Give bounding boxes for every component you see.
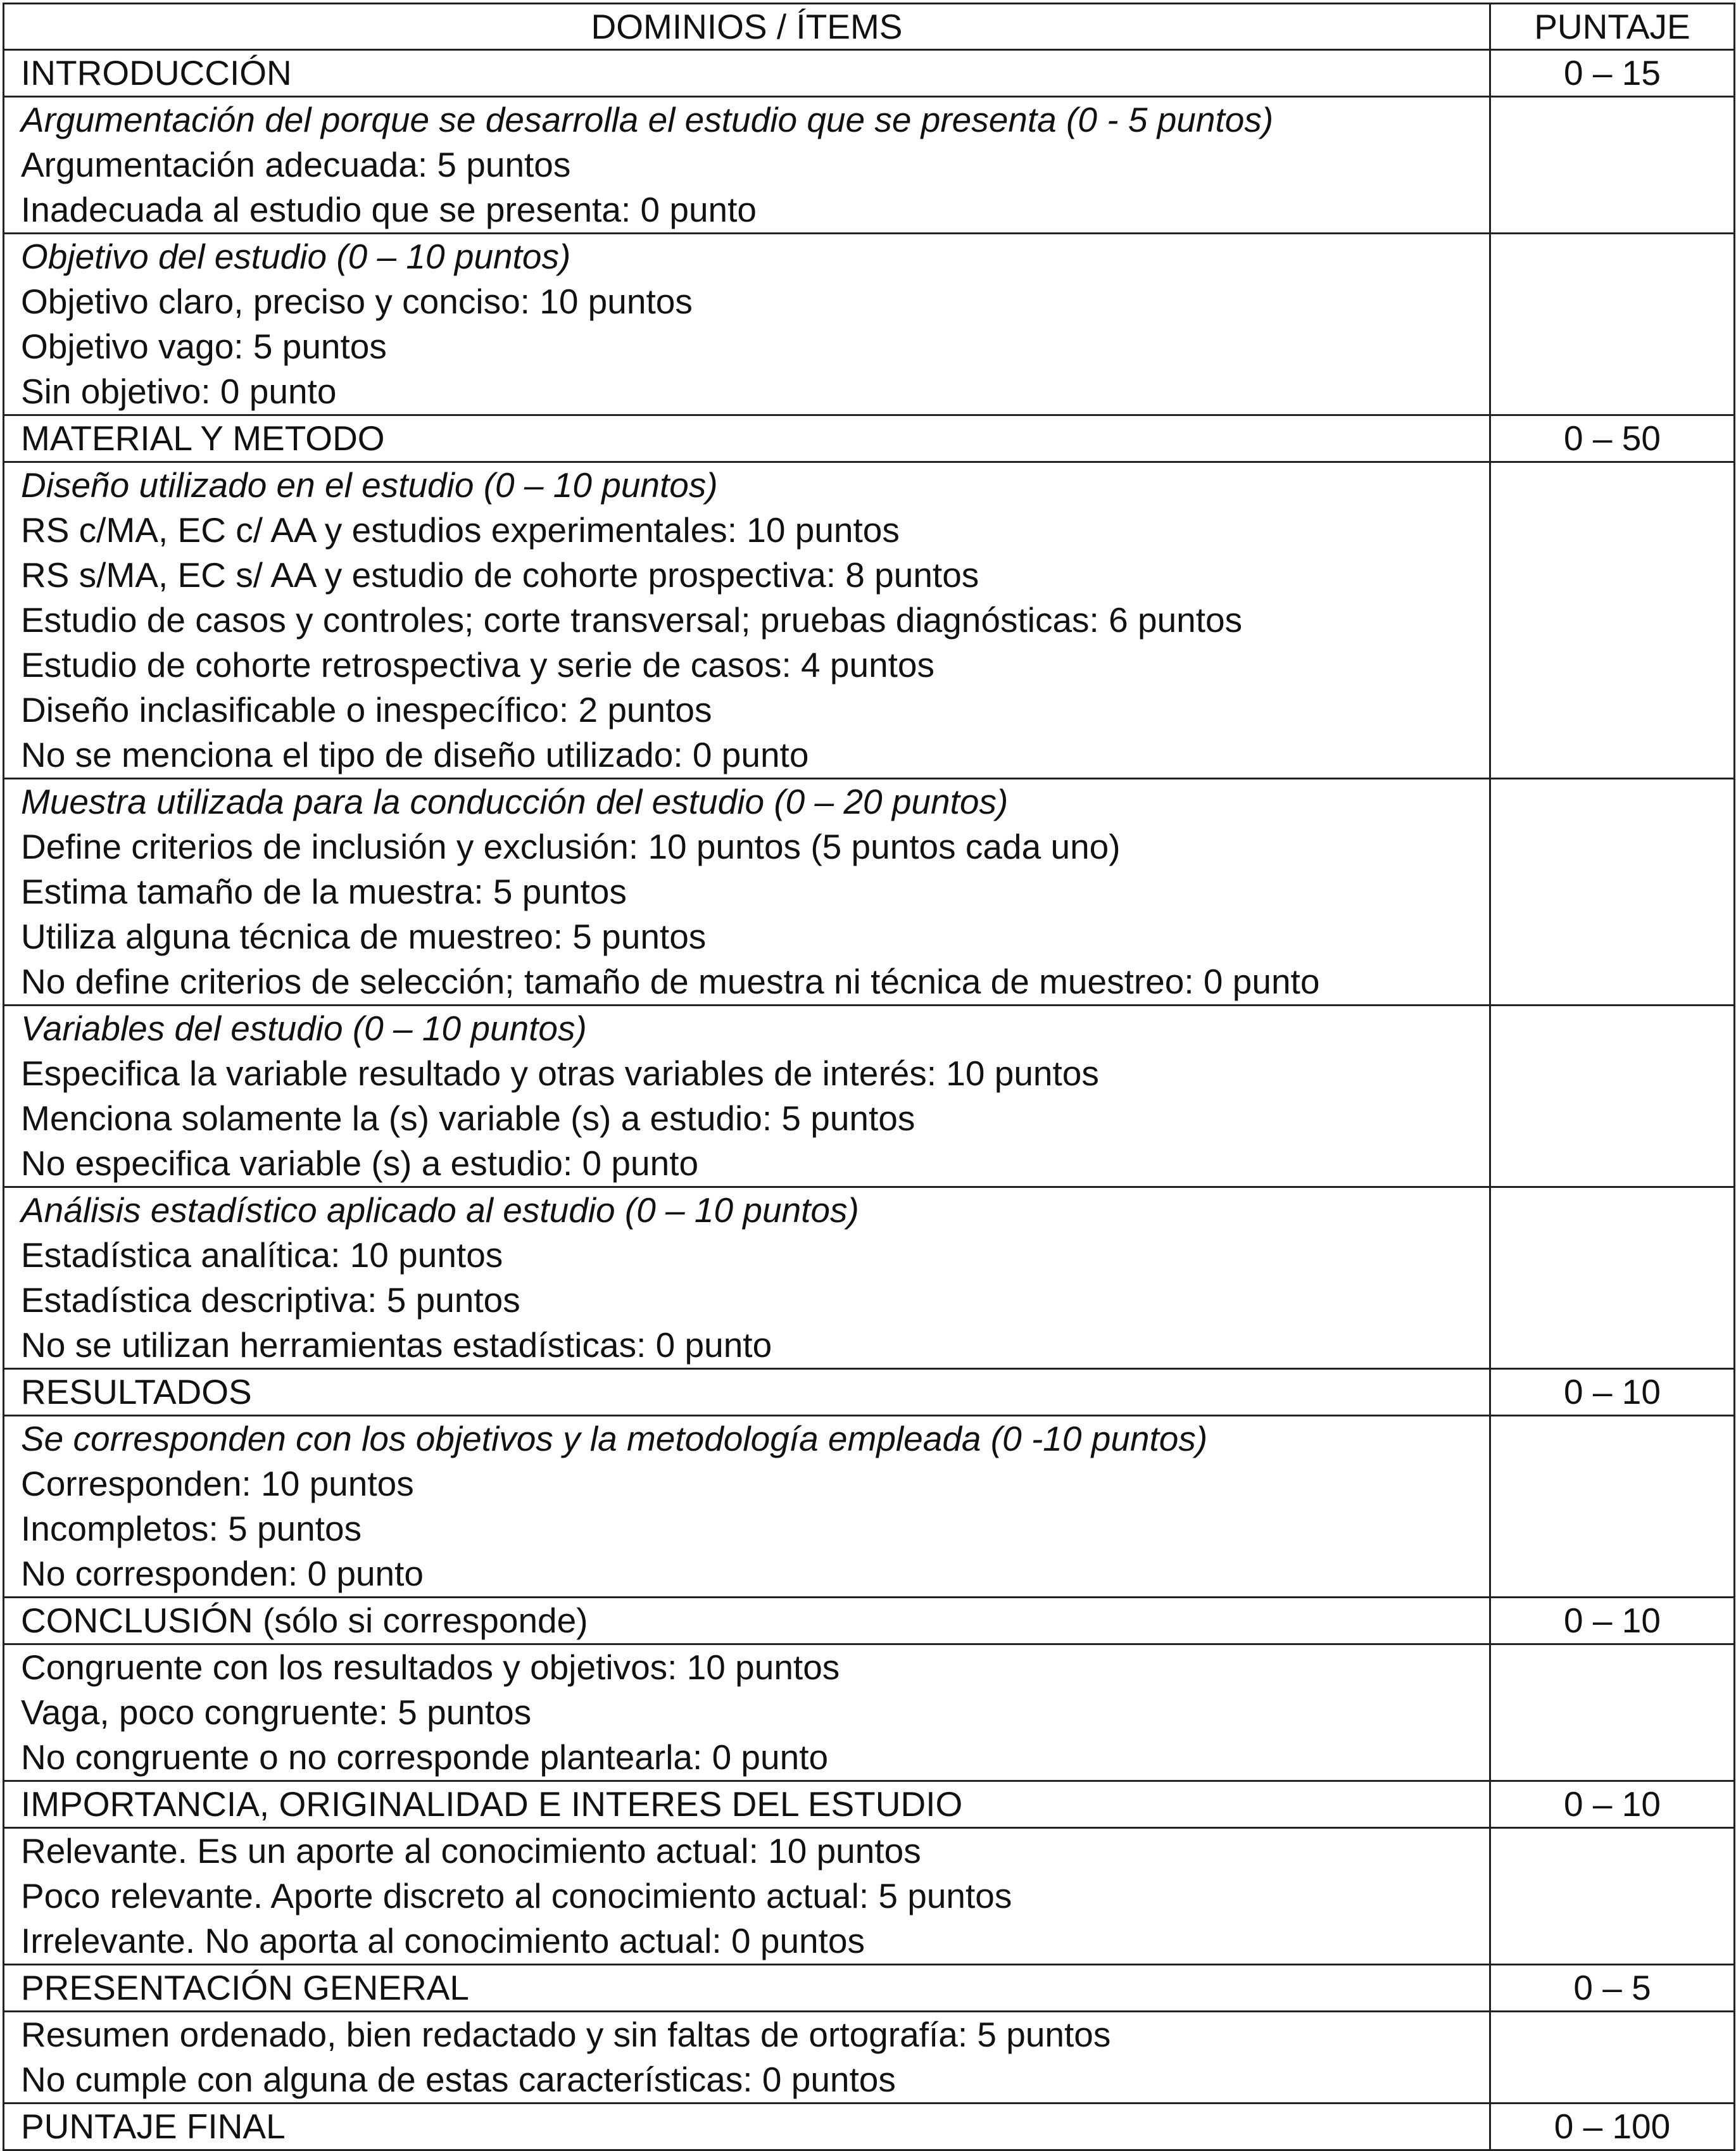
section-title: PRESENTACIÓN GENERAL (4, 1965, 1490, 2012)
criterion-item: Relevante. Es un aporte al conocimiento actual: 10 puntos (21, 1831, 921, 1870)
section-score: 0 – 10 (1490, 1598, 1735, 1644)
score-cell-empty (1490, 1187, 1735, 1369)
criterion-item: Objetivo vago: 5 puntos (21, 327, 387, 366)
criteria-row (4, 1006, 1735, 1187)
criterion-title: Argumentación del porque se desarrolla el estudio que se presenta (0 - 5 puntos) (21, 100, 1274, 139)
criteria-row (4, 462, 1735, 779)
criterion-item: No se menciona el tipo de diseño utilizado: 0 punto (21, 735, 809, 774)
criterion-item: Estadística analítica: 10 puntos (21, 1235, 503, 1275)
criterion-item: Incompletos: 5 puntos (21, 1509, 362, 1548)
criterion-title: Variables del estudio (0 – 10 puntos) (21, 1009, 587, 1048)
criteria-cell (4, 2012, 1490, 2104)
section-row (4, 1369, 1735, 1416)
criteria-cell (4, 1416, 1490, 1598)
criterion-item: No define criterios de selección; tamaño de muestra ni técnica de muestreo: 0 punto (21, 962, 1320, 1001)
section-score: 0 – 10 (1490, 1781, 1735, 1828)
final-title: PUNTAJE FINAL (4, 2104, 1490, 2150)
criterion-item: No corresponden: 0 punto (21, 1554, 424, 1593)
criteria-row (4, 1644, 1735, 1781)
section-title: CONCLUSIÓN (sólo si corresponde) (4, 1598, 1490, 1644)
section-score: 0 – 5 (1490, 1965, 1735, 2012)
section-score: 0 – 15 (1490, 50, 1735, 97)
rubric-table (3, 3, 1735, 2151)
section-score: 0 – 50 (1490, 415, 1735, 462)
final-score: 0 – 100 (1490, 2104, 1735, 2150)
criterion-item: RS c/MA, EC c/ AA y estudios experimentales: 10 puntos (21, 510, 900, 550)
section-title: MATERIAL Y METODO (4, 415, 1490, 462)
criteria-cell (4, 779, 1490, 1006)
criterion-title: Objetivo del estudio (0 – 10 puntos) (21, 237, 571, 276)
criteria-cell (4, 234, 1490, 415)
criterion-item: Diseño inclasificable o inespecífico: 2 puntos (21, 690, 712, 729)
criterion-title: Se corresponden con los objetivos y la metodología empleada (0 -10 puntos) (21, 1419, 1208, 1458)
criterion-item: Sin objetivo: 0 punto (21, 372, 337, 411)
header-score: PUNTAJE (1490, 4, 1735, 50)
criterion-item: Menciona solamente la (s) variable (s) a estudio: 5 puntos (21, 1099, 915, 1138)
criterion-item: Resumen ordenado, bien redactado y sin faltas de ortografía: 5 puntos (21, 2015, 1111, 2054)
criterion-item: Argumentación adecuada: 5 puntos (21, 145, 571, 184)
rubric-body (4, 50, 1735, 2104)
criteria-row (4, 234, 1735, 415)
criterion-item: Estudio de cohorte retrospectiva y serie de casos: 4 puntos (21, 645, 935, 684)
criteria-row (4, 1416, 1735, 1598)
score-cell-empty (1490, 2012, 1735, 2104)
criteria-row (4, 1187, 1735, 1369)
criterion-item: No se utilizan herramientas estadísticas: 0 punto (21, 1325, 772, 1365)
criteria-cell (4, 1006, 1490, 1187)
criteria-cell (4, 1828, 1490, 1965)
section-title: INTRODUCCIÓN (4, 50, 1490, 97)
criterion-item: Estima tamaño de la muestra: 5 puntos (21, 872, 627, 911)
criterion-item: Corresponden: 10 puntos (21, 1464, 414, 1503)
score-cell-empty (1490, 97, 1735, 234)
criteria-cell (4, 97, 1490, 234)
criterion-item: Inadecuada al estudio que se presenta: 0 punto (21, 190, 757, 229)
final-row (4, 2104, 1735, 2150)
score-cell-empty (1490, 462, 1735, 779)
criteria-row (4, 97, 1735, 234)
criterion-item: No cumple con alguna de estas características: 0 puntos (21, 2060, 896, 2099)
score-cell-empty (1490, 1006, 1735, 1187)
section-score: 0 – 10 (1490, 1369, 1735, 1416)
section-title: RESULTADOS (4, 1369, 1490, 1416)
header-items: DOMINIOS / ÍTEMS (4, 4, 1490, 50)
section-row (4, 50, 1735, 97)
section-row (4, 1781, 1735, 1828)
criterion-title: Análisis estadístico aplicado al estudio (0 – 10 puntos) (21, 1190, 859, 1230)
criterion-title: Diseño utilizado en el estudio (0 – 10 puntos) (21, 465, 718, 505)
criterion-title: Muestra utilizada para la conducción del estudio (0 – 20 puntos) (21, 782, 1009, 821)
criteria-cell (4, 1644, 1490, 1781)
criterion-item: Poco relevante. Aporte discreto al conocimiento actual: 5 puntos (21, 1876, 1012, 1915)
criteria-cell (4, 1187, 1490, 1369)
criterion-item: No especifica variable (s) a estudio: 0 punto (21, 1144, 699, 1183)
criteria-cell (4, 462, 1490, 779)
score-cell-empty (1490, 1644, 1735, 1781)
criterion-item: Objetivo claro, preciso y conciso: 10 puntos (21, 282, 693, 321)
criterion-item: Estudio de casos y controles; corte transversal; pruebas diagnósticas: 6 puntos (21, 600, 1243, 640)
score-cell-empty (1490, 1416, 1735, 1598)
criterion-item: RS s/MA, EC s/ AA y estudio de cohorte prospectiva: 8 puntos (21, 555, 979, 595)
criterion-item: Congruente con los resultados y objetivos: 10 puntos (21, 1648, 840, 1687)
score-cell-empty (1490, 234, 1735, 415)
criteria-row (4, 779, 1735, 1006)
section-title: IMPORTANCIA, ORIGINALIDAD E INTERES DEL ESTUDIO (4, 1781, 1490, 1828)
criterion-item: Estadística descriptiva: 5 puntos (21, 1280, 520, 1320)
section-row (4, 415, 1735, 462)
criterion-item: Vaga, poco congruente: 5 puntos (21, 1693, 532, 1732)
criteria-row (4, 2012, 1735, 2104)
section-row (4, 1965, 1735, 2012)
score-cell-empty (1490, 1828, 1735, 1965)
criterion-item: Utiliza alguna técnica de muestreo: 5 puntos (21, 917, 707, 956)
section-row (4, 1598, 1735, 1644)
score-cell-empty (1490, 779, 1735, 1006)
header-row (4, 4, 1735, 50)
criterion-item: Especifica la variable resultado y otras variables de interés: 10 puntos (21, 1054, 1099, 1093)
criterion-item: Define criterios de inclusión y exclusión: 10 puntos (5 puntos cada uno) (21, 827, 1121, 866)
criterion-item: No congruente o no corresponde plantearla: 0 punto (21, 1738, 829, 1777)
criterion-item: Irrelevante. No aporta al conocimiento actual: 0 puntos (21, 1921, 865, 1960)
criteria-row (4, 1828, 1735, 1965)
